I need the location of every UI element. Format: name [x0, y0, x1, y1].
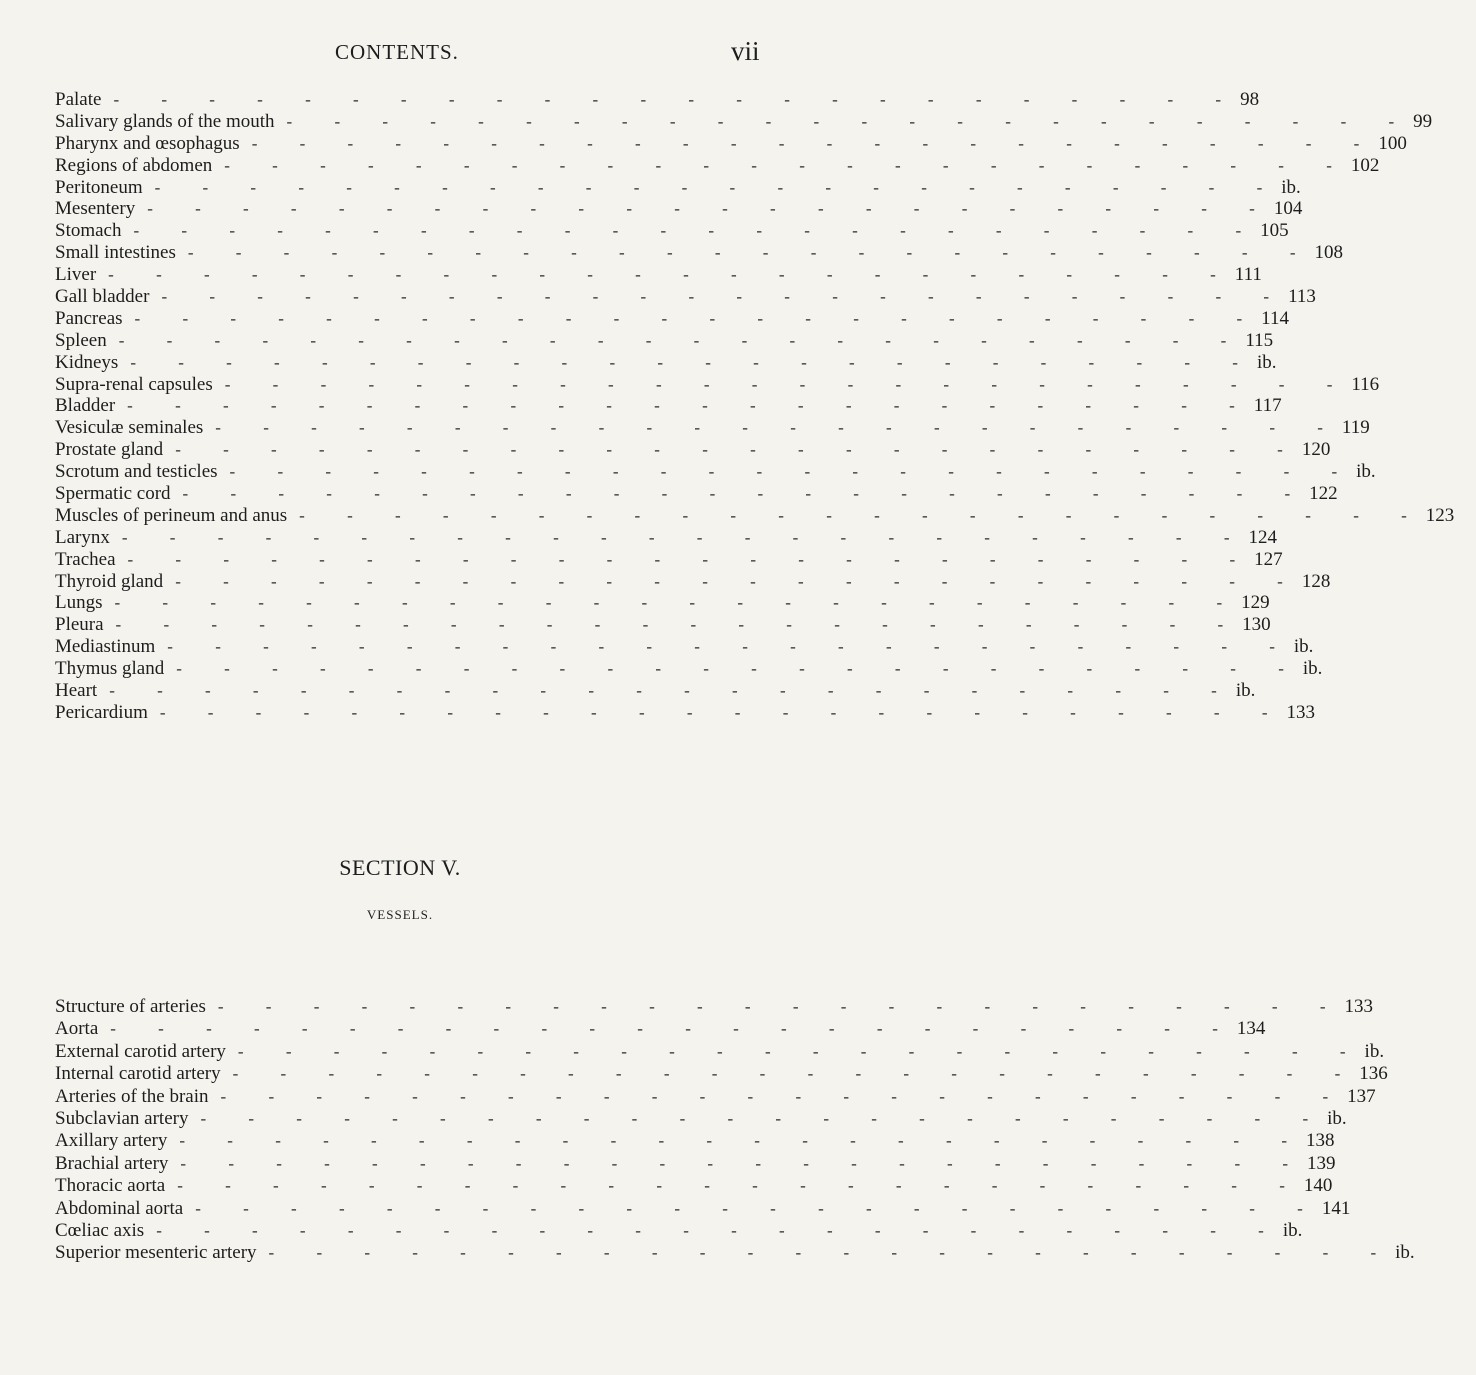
entry-page-number: ib.	[1364, 1040, 1385, 1062]
dot-leader: - - - - - - - - - - - - - - - - - - - - - - - -	[195, 1198, 1322, 1218]
dot-leader: - - - - - - - - - - - - - - - - - - - - - - - -	[133, 221, 1261, 241]
entry-page-number: 137	[1347, 1085, 1376, 1107]
contents-list-alimentary	[55, 89, 1455, 724]
entry-title: Pancreas	[55, 307, 123, 329]
entry-page-number: 115	[1245, 329, 1274, 351]
dot-leader: - - - - - - - - - - - - - - - - - - - - - - - -	[154, 177, 1282, 197]
dot-leader: - - - - - - - - - - - - - - - - - - - - - - - -	[224, 374, 1352, 394]
contents-entry	[55, 1130, 1335, 1152]
entry-title: Trachea	[55, 548, 116, 570]
dot-leader: - - - - - - - - - - - - - - - - - - - - - - - -	[177, 1176, 1304, 1196]
entry-page-number: ib.	[1302, 658, 1323, 680]
entry-page-number: 98	[1240, 89, 1260, 110]
entry-title: Lungs	[55, 592, 103, 614]
contents-entry	[55, 89, 1260, 111]
entry-title: Vesiculæ seminales	[55, 417, 204, 439]
contents-entry	[55, 132, 1407, 155]
entry-title: Thyroid gland	[55, 570, 164, 592]
contents-entry	[55, 1152, 1336, 1175]
entry-title: Spermatic cord	[55, 483, 171, 505]
contents-entry	[55, 242, 1343, 264]
contents-entry	[55, 996, 1374, 1018]
dot-leader: - - - - - - - - - - - - - - - - - - - - - - - -	[187, 243, 1315, 263]
entry-page-number: 99	[1413, 110, 1433, 132]
entry-title: Palate	[55, 89, 102, 110]
contents-entry	[55, 592, 1270, 614]
entry-page-number: 140	[1303, 1175, 1333, 1197]
contents-entry	[55, 373, 1380, 396]
entry-page-number: 128	[1301, 570, 1331, 592]
contents-entry	[55, 1242, 1415, 1264]
entry-page-number: 114	[1261, 307, 1289, 329]
contents-entry	[55, 701, 1315, 724]
dot-leader: - - - - - - - - - - - - - - - - - - - - - - - -	[180, 1153, 1308, 1173]
entry-page-number: 138	[1306, 1130, 1335, 1152]
contents-entry	[55, 483, 1338, 505]
entry-title: Small intestines	[55, 242, 176, 264]
contents-entry	[55, 1018, 1266, 1040]
dot-leader: - - - - - - - - - - - - - - - - - - - - - - - -	[156, 1220, 1283, 1240]
entry-title: Subclavian artery	[55, 1107, 189, 1129]
entry-page-number: 133	[1344, 996, 1374, 1017]
contents-entry	[55, 548, 1283, 571]
entry-title: Brachial artery	[55, 1152, 169, 1174]
contents-entry	[55, 658, 1323, 680]
contents-entry	[55, 176, 1301, 199]
entry-title: Thoracic aorta	[55, 1175, 166, 1197]
contents-entry	[55, 110, 1433, 133]
entry-page-number: ib.	[1282, 1219, 1303, 1241]
entry-page-number: 111	[1234, 264, 1262, 286]
entry-page-number: ib.	[1395, 1242, 1415, 1264]
entry-title: Pharynx and œsophagus	[55, 132, 240, 154]
dot-leader: - - - - - - - - - - - - - - - - - - - - - - - -	[127, 396, 1254, 416]
contents-entry	[55, 1219, 1303, 1242]
dot-leader: - - - - - - - - - - - - - - - - - - - - - - - -	[114, 593, 1242, 613]
entry-page-number: ib.	[1235, 680, 1256, 702]
entry-title: Spleen	[55, 329, 107, 351]
dot-leader: - - - - - - - - - - - - - - - - - - - - - - - -	[200, 1108, 1328, 1128]
dot-leader: - - - - - - - - - - - - - - - - - - - - - - - -	[268, 1243, 1396, 1263]
dot-leader: - - - - - - - - - - - - - - - - - - - - - - - -	[109, 681, 1236, 701]
dot-leader: - - - - - - - - - - - - - - - - - - - - - - - -	[175, 440, 1302, 460]
running-head	[0, 36, 800, 70]
entry-page-number: 123	[1425, 504, 1455, 526]
entry-title: Aorta	[55, 1018, 99, 1040]
entry-page-number: 117	[1253, 395, 1282, 417]
entry-title: Supra-renal capsules	[55, 373, 213, 395]
entry-page-number: 120	[1301, 439, 1331, 461]
contents-entry	[55, 1107, 1347, 1130]
dot-leader: - - - - - - - - - - - - - - - - - - - - - - - -	[167, 637, 1294, 657]
contents-entry	[55, 636, 1314, 658]
contents-entry	[55, 1063, 1388, 1085]
entry-title: Superior mesenteric artery	[55, 1242, 257, 1264]
dot-leader: - - - - - - - - - - - - - - - - - - - - - - - -	[286, 111, 1414, 131]
section-heading: SECTION V.	[339, 855, 461, 880]
entry-page-number: 105	[1260, 220, 1289, 242]
dot-leader: - - - - - - - - - - - - - - - - - - - - - - - -	[229, 462, 1357, 482]
contents-entry	[55, 417, 1370, 439]
entry-title: Mesentery	[55, 198, 136, 220]
entry-page-number: 124	[1248, 526, 1277, 548]
dot-leader: - - - - - - - - - - - - - - - - - - - - - - - -	[176, 659, 1303, 679]
dot-leader: - - - - - - - - - - - - - - - - - - - - - - - -	[134, 308, 1262, 328]
entry-page-number: 100	[1378, 132, 1407, 154]
dot-leader: - - - - - - - - - - - - - - - - - - - - - - - -	[179, 1131, 1306, 1151]
contents-entry	[55, 680, 1256, 702]
contents-entry	[55, 614, 1271, 636]
entry-title: Scrotum and testicles	[55, 461, 218, 483]
dot-leader: - - - - - - - - - - - - - - - - - - - - - - - -	[224, 155, 1351, 175]
entry-title: Regions of abdomen	[55, 154, 213, 176]
dot-leader: - - - - - - - - - - - - - - - - - - - - - - - -	[232, 1064, 1360, 1084]
dot-leader: - - - - - - - - - - - - - - - - - - - - - - - -	[182, 484, 1310, 504]
entry-title: Axillary artery	[55, 1130, 168, 1152]
contents-entry	[55, 264, 1262, 286]
dot-leader: - - - - - - - - - - - - - - - - - - - - - - - -	[127, 549, 1255, 569]
dot-leader: - - - - - - - - - - - - - - - - - - - - - - - -	[175, 571, 1302, 591]
entry-title: Salivary glands of the mouth	[55, 110, 275, 132]
contents-entry	[55, 1197, 1351, 1220]
entry-page-number: ib.	[1256, 351, 1277, 373]
entry-page-number: 113	[1288, 286, 1316, 308]
entry-title: Prostate gland	[55, 439, 164, 461]
dot-leader: - - - - - - - - - - - - - - - - - - - - - - - -	[130, 352, 1257, 372]
contents-entry	[55, 439, 1331, 461]
section-subheading: VESSELS.	[366, 907, 434, 922]
contents-entry	[55, 526, 1277, 549]
entry-page-number: 136	[1359, 1063, 1388, 1085]
dot-leader: - - - - - - - - - - - - - - - - - - - - - - - -	[159, 702, 1287, 722]
contents-entry	[55, 570, 1331, 593]
dot-leader: - - - - - - - - - - - - - - - - - - - - - - - -	[237, 1041, 1365, 1061]
entry-page-number: ib.	[1293, 636, 1314, 658]
contents-entry	[55, 198, 1303, 220]
entry-title: Gall bladder	[55, 286, 150, 308]
entry-page-number: 141	[1321, 1197, 1351, 1219]
entry-title: Arteries of the brain	[55, 1085, 209, 1107]
contents-entry	[55, 1085, 1376, 1108]
dot-leader: - - - - - - - - - - - - - - - - - - - - - - - -	[110, 1019, 1237, 1039]
dot-leader: - - - - - - - - - - - - - - - - - - - - - - - -	[147, 199, 1274, 219]
dot-leader: - - - - - - - - - - - - - - - - - - - - - - - -	[121, 527, 1249, 547]
entry-page-number: 122	[1309, 483, 1338, 505]
contents-entry	[55, 307, 1289, 330]
contents-entry	[55, 286, 1316, 308]
entry-page-number: 104	[1273, 198, 1303, 220]
contents-entry	[55, 329, 1274, 352]
contents-entry	[55, 1040, 1385, 1063]
entry-page-number: 130	[1242, 614, 1271, 636]
entry-page-number: 133	[1286, 701, 1315, 723]
dot-leader: - - - - - - - - - - - - - - - - - - - - - - - -	[215, 418, 1342, 438]
entry-title: Cœliac axis	[55, 1219, 145, 1241]
entry-title: Kidneys	[55, 351, 119, 373]
entry-title: Pericardium	[55, 701, 148, 723]
contents-entry	[55, 395, 1282, 417]
entry-title: Muscles of perineum and anus	[55, 504, 288, 526]
entry-page-number: 127	[1254, 548, 1283, 570]
dot-leader: - - - - - - - - - - - - - - - - - - - - - - - -	[217, 997, 1345, 1016]
dot-leader: - - - - - - - - - - - - - - - - - - - - - - - -	[113, 90, 1241, 109]
entry-title: Internal carotid artery	[55, 1063, 221, 1085]
entry-title: Bladder	[55, 395, 116, 417]
entry-page-number: ib.	[1281, 176, 1301, 198]
contents-entry	[55, 504, 1455, 527]
entry-title: Heart	[55, 680, 98, 702]
contents-list-vessels	[55, 996, 1415, 1265]
entry-title: Larynx	[55, 526, 110, 548]
dot-leader: - - - - - - - - - - - - - - - - - - - - - - - -	[108, 265, 1235, 285]
contents-entry	[55, 220, 1289, 242]
entry-page-number: 139	[1307, 1152, 1336, 1174]
contents-entry	[55, 154, 1380, 177]
running-head-title: CONTENTS.	[335, 40, 459, 64]
entry-page-number: ib.	[1356, 461, 1376, 483]
dot-leader: - - - - - - - - - - - - - - - - - - - - - - - -	[251, 133, 1379, 153]
entry-title: Structure of arteries	[55, 996, 206, 1017]
entry-title: Liver	[55, 264, 97, 286]
entry-title: Mediastinum	[55, 636, 156, 658]
dot-leader: - - - - - - - - - - - - - - - - - - - - - - - -	[161, 287, 1289, 307]
entry-title: Thymus gland	[55, 658, 165, 680]
entry-title: Pleura	[55, 614, 104, 636]
entry-page-number: 116	[1351, 373, 1380, 395]
entry-title: Abdominal aorta	[55, 1197, 184, 1219]
dot-leader: - - - - - - - - - - - - - - - - - - - - - - - -	[115, 615, 1243, 635]
contents-entry	[55, 461, 1376, 483]
contents-entry	[55, 351, 1277, 374]
entry-title: Stomach	[55, 220, 122, 242]
entry-page-number: ib.	[1327, 1107, 1347, 1129]
entry-page-number: 102	[1350, 154, 1380, 176]
entry-title: External carotid artery	[55, 1040, 226, 1062]
entry-page-number: 134	[1236, 1018, 1266, 1040]
dot-leader: - - - - - - - - - - - - - - - - - - - - - - - -	[220, 1086, 1348, 1106]
dot-leader: - - - - - - - - - - - - - - - - - - - - - - - -	[118, 330, 1246, 350]
entry-title: Peritoneum	[55, 176, 143, 198]
entry-page-number: 108	[1314, 242, 1343, 264]
entry-page-number: 129	[1241, 592, 1270, 614]
entry-page-number: 119	[1341, 417, 1370, 439]
page-folio: vii	[731, 36, 760, 66]
contents-entry	[55, 1175, 1333, 1197]
dot-leader: - - - - - - - - - - - - - - - - - - - - - - - -	[299, 505, 1426, 525]
